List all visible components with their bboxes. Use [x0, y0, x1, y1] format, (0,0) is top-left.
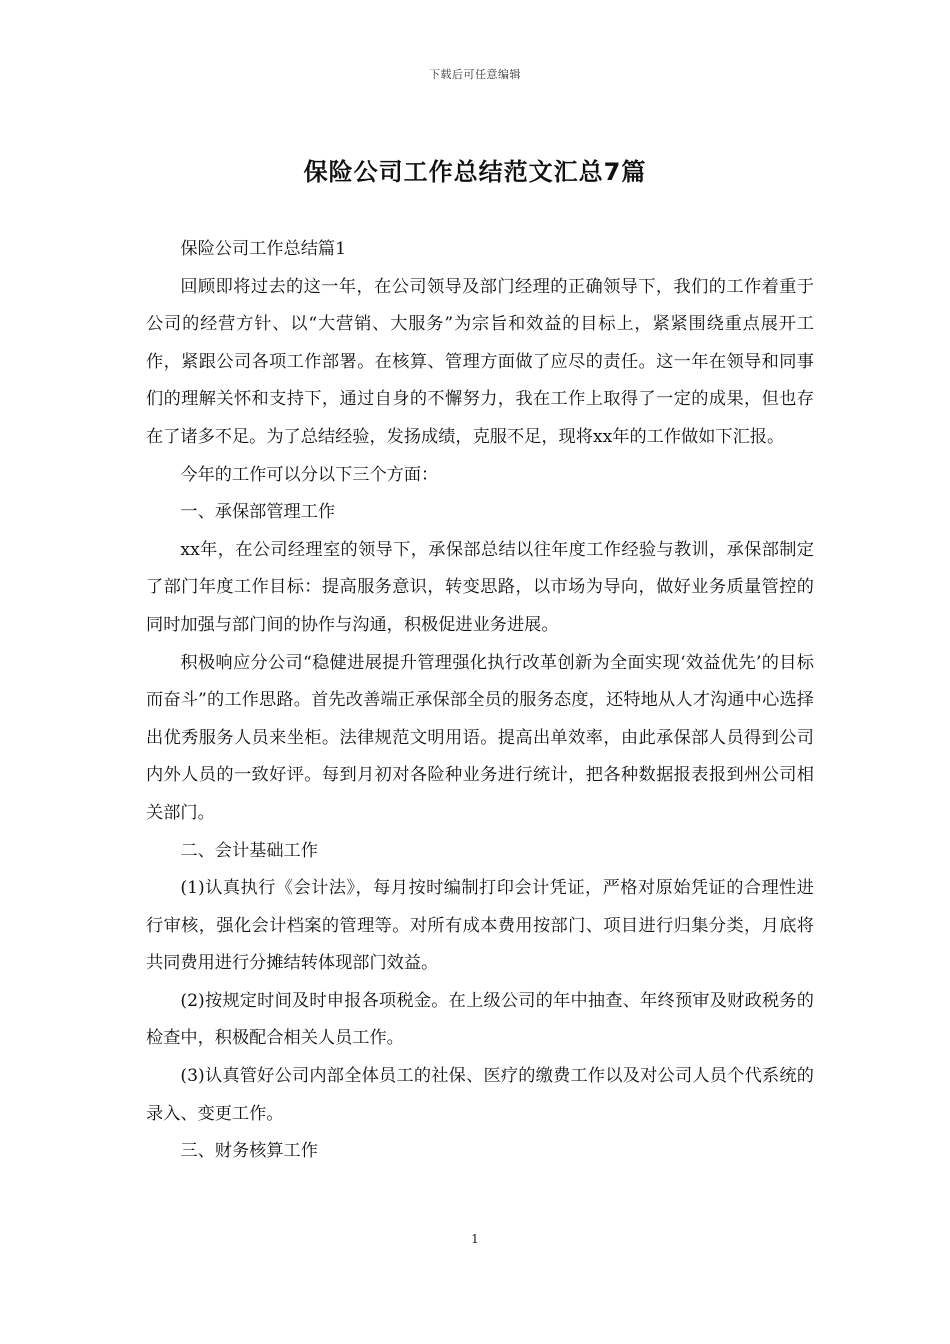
paragraph: 积极响应分公司“稳健进展提升管理强化执行改革创新为全面实现‘效益优先’的目标而奋斗”的工作思路。首先改善端正承保部全员的服务态度，还特地从人才沟通中心选择出优秀服务人员来坐柜。法律规范文明用语。提高出单效率，由此承保部人员得到公司内外人员的一致好评。每到月初对各险种业务进行统计，把各种数据报表报到州公司相关部门。	[146, 652, 814, 823]
document-body	[146, 231, 814, 1171]
page-number: 1	[471, 1232, 479, 1246]
paragraph: 三、财务核算工作	[180, 1141, 318, 1162]
paragraph: xx年，在公司经理室的领导下，承保部总结以往年度工作经验与教训，承保部制定了部门年度工作目标：提高服务意识，转变思路，以市场为导向，做好业务质量管控的同时加强与部门间的协作与沟通，积极促进业务进展。	[146, 539, 814, 635]
paragraph: 今年的工作可以分以下三个方面：	[180, 464, 439, 485]
document-title: 保险公司工作总结范文汇总7篇	[303, 158, 647, 186]
paragraph: (2)按规定时间及时申报各项税金。在上级公司的年中抽查、年终预审及财政税务的检查中，积极配合相关人员工作。	[146, 990, 814, 1049]
header-note: 下载后可任意编辑	[429, 68, 521, 81]
paragraph: 一、承保部管理工作	[180, 502, 336, 523]
paragraph: 保险公司工作总结篇1	[180, 239, 347, 259]
paragraph: (1)认真执行《会计法》，每月按时编制打印会计凭证，严格对原始凭证的合理性进行审核，强化会计档案的管理等。对所有成本费用按部门、项目进行归集分类，月底将共同费用进行分摊结转体现部门效益。	[146, 878, 814, 974]
paragraph: 回顾即将过去的这一年，在公司领导及部门经理的正确领导下，我们的工作着重于公司的经营方针、以“大营销、大服务”为宗旨和效益的目标上，紧紧围绕重点展开工作，紧跟公司各项工作部署。在核算、管理方面做了应尽的责任。这一年在领导和同事们的理解关怀和支持下，通过自身的不懈努力，我在工作上取得了一定的成果，但也存在了诸多不足。为了总结经验，发扬成绩，克服不足，现将xx年的工作做如下汇报。	[146, 276, 814, 447]
paragraph: (3)认真管好公司内部全体员工的社保、医疗的缴费工作以及对公司人员个代系统的录入、变更工作。	[146, 1066, 814, 1124]
paragraph: 二、会计基础工作	[180, 840, 318, 861]
